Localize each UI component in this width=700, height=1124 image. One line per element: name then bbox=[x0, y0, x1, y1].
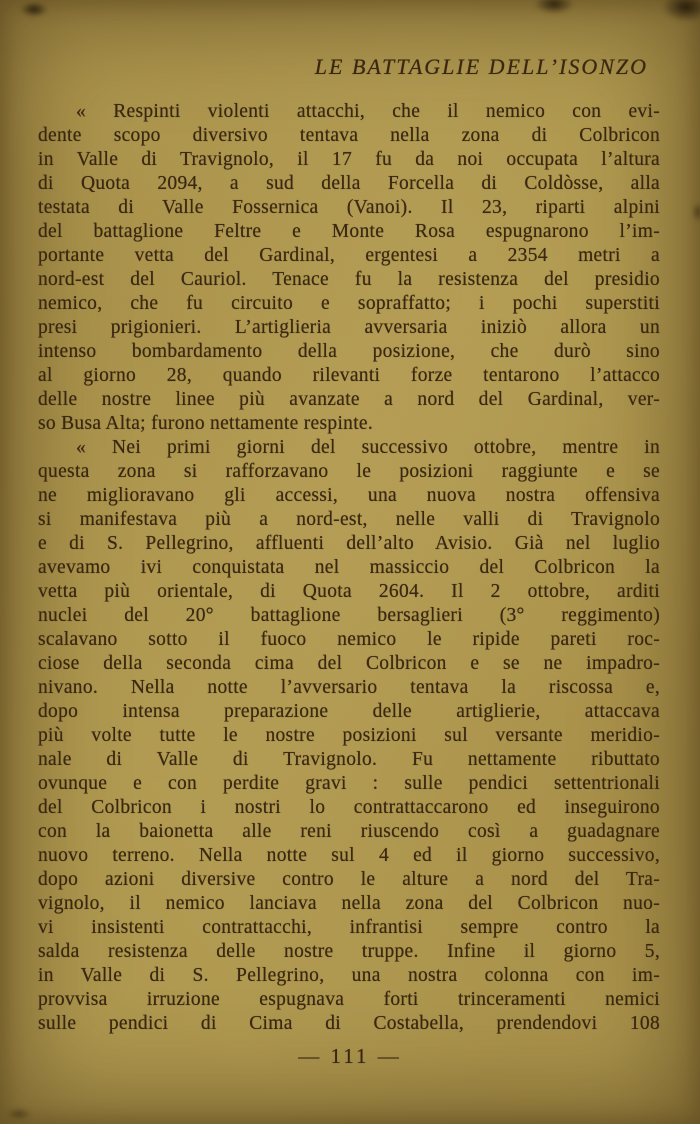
scan-artifact bbox=[662, 0, 700, 22]
text-line: portante vetta del Gardinal, ergentesi a 2354 metri a bbox=[38, 245, 660, 266]
page-number: — 111 — bbox=[298, 1044, 402, 1068]
text-line: dente scopo diversivo tentava nella zona di Colbricon bbox=[38, 125, 660, 146]
text-line: vetta più orientale, di Quota 2604. Il 2 ottobre, arditi bbox=[38, 581, 660, 602]
text-line: si manifestava più a nord-est, nelle valli di Travignolo bbox=[38, 509, 660, 530]
text-line: dopo azioni diversive contro le alture a nord del Tra- bbox=[38, 869, 660, 890]
text-line: vi insistenti contrattacchi, infrantisi sempre contro la bbox=[38, 917, 660, 938]
text-line: e di S. Pellegrino, affluenti dell’alto Avisio. Già nel luglio bbox=[38, 533, 660, 554]
text-line: intenso bombardamento della posizione, che durò sino bbox=[38, 341, 660, 362]
text-line: nemico, che fu circuito e sopraffatto; i pochi superstiti bbox=[38, 293, 660, 314]
scan-artifact bbox=[692, 202, 700, 222]
text-line: provvisa irruzione espugnava forti trinceramenti nemici bbox=[38, 989, 660, 1010]
running-header: LE BATTAGLIE DELL’ISONZO bbox=[314, 54, 648, 79]
text-line: ovunque e con perdite gravi : sulle pendici settentrionali bbox=[38, 773, 660, 794]
paragraph bbox=[38, 436, 660, 1036]
text-line: delle nostre linee più avanzate a nord del Gardinal, ver- bbox=[38, 389, 660, 410]
text-line: avevamo ivi conquistata nel massiccio del Colbricon la bbox=[38, 557, 660, 578]
text-line: in Valle di Travignolo, il 17 fu da noi occupata l’altura bbox=[38, 149, 660, 170]
text-line: ne miglioravano gli accessi, una nuova nostra offensiva bbox=[38, 485, 660, 506]
text-line: testata di Valle Fossernica (Vanoi). Il 23, riparti alpini bbox=[38, 197, 660, 218]
text-line: salda resistenza delle nostre truppe. Infine il giorno 5, bbox=[38, 941, 660, 962]
text-line: del battaglione Feltre e Monte Rosa espugnarono l’im- bbox=[38, 221, 660, 242]
text-line: questa zona si rafforzavano le posizioni raggiunte e se bbox=[38, 461, 660, 482]
text-line: in Valle di S. Pellegrino, una nostra colonna con im- bbox=[38, 965, 660, 986]
text-line: « Respinti violenti attacchi, che il nemico con evi- bbox=[76, 101, 660, 122]
text-line: nuclei del 20° battaglione bersaglieri (3° reggimento) bbox=[38, 605, 660, 626]
text-line: al giorno 28, quando rilevanti forze tentarono l’attacco bbox=[38, 365, 660, 386]
text-line: del Colbricon i nostri lo contrattaccarono ed inseguirono bbox=[38, 797, 660, 818]
text-line: più volte tutte le nostre posizioni sul versante meridio- bbox=[38, 725, 660, 746]
text-line: nord-est del Cauriol. Tenace fu la resistenza del presidio bbox=[38, 269, 660, 290]
scan-artifact bbox=[20, 2, 48, 17]
text-line: nuovo terreno. Nella notte sul 4 ed il giorno successivo, bbox=[38, 845, 660, 866]
page-text bbox=[38, 100, 660, 1036]
text-line: di Quota 2094, a sud della Forcella di Coldòsse, alla bbox=[38, 173, 660, 194]
text-line: scalavano sotto il fuoco nemico le ripide pareti roc- bbox=[38, 629, 660, 650]
paragraph bbox=[38, 100, 660, 436]
text-line: « Nei primi giorni del successivo ottobre, mentre in bbox=[76, 437, 660, 458]
text-line: sulle pendici di Cima di Costabella, prendendovi 108 bbox=[38, 1013, 660, 1034]
text-line: presi prigionieri. L’artiglieria avversaria iniziò allora un bbox=[38, 317, 660, 338]
text-line: nivano. Nella notte l’avversario tentava la riscossa e, bbox=[38, 677, 660, 698]
text-line: ciose della seconda cima del Colbricon e se ne impadro- bbox=[38, 653, 660, 674]
text-line: so Busa Alta; furono nettamente respinte. bbox=[38, 413, 374, 434]
text-line: dopo intensa preparazione delle artiglierie, attaccava bbox=[38, 701, 660, 722]
text-line: con la baionetta alle reni riuscendo così a guadagnare bbox=[38, 821, 660, 842]
scan-artifact bbox=[6, 1108, 32, 1120]
text-line: nale di Valle di Travignolo. Fu nettamente ributtato bbox=[38, 749, 660, 770]
scan-artifact bbox=[534, 0, 574, 14]
text-line: vignolo, il nemico lanciava nella zona del Colbricon nuo- bbox=[38, 893, 660, 914]
